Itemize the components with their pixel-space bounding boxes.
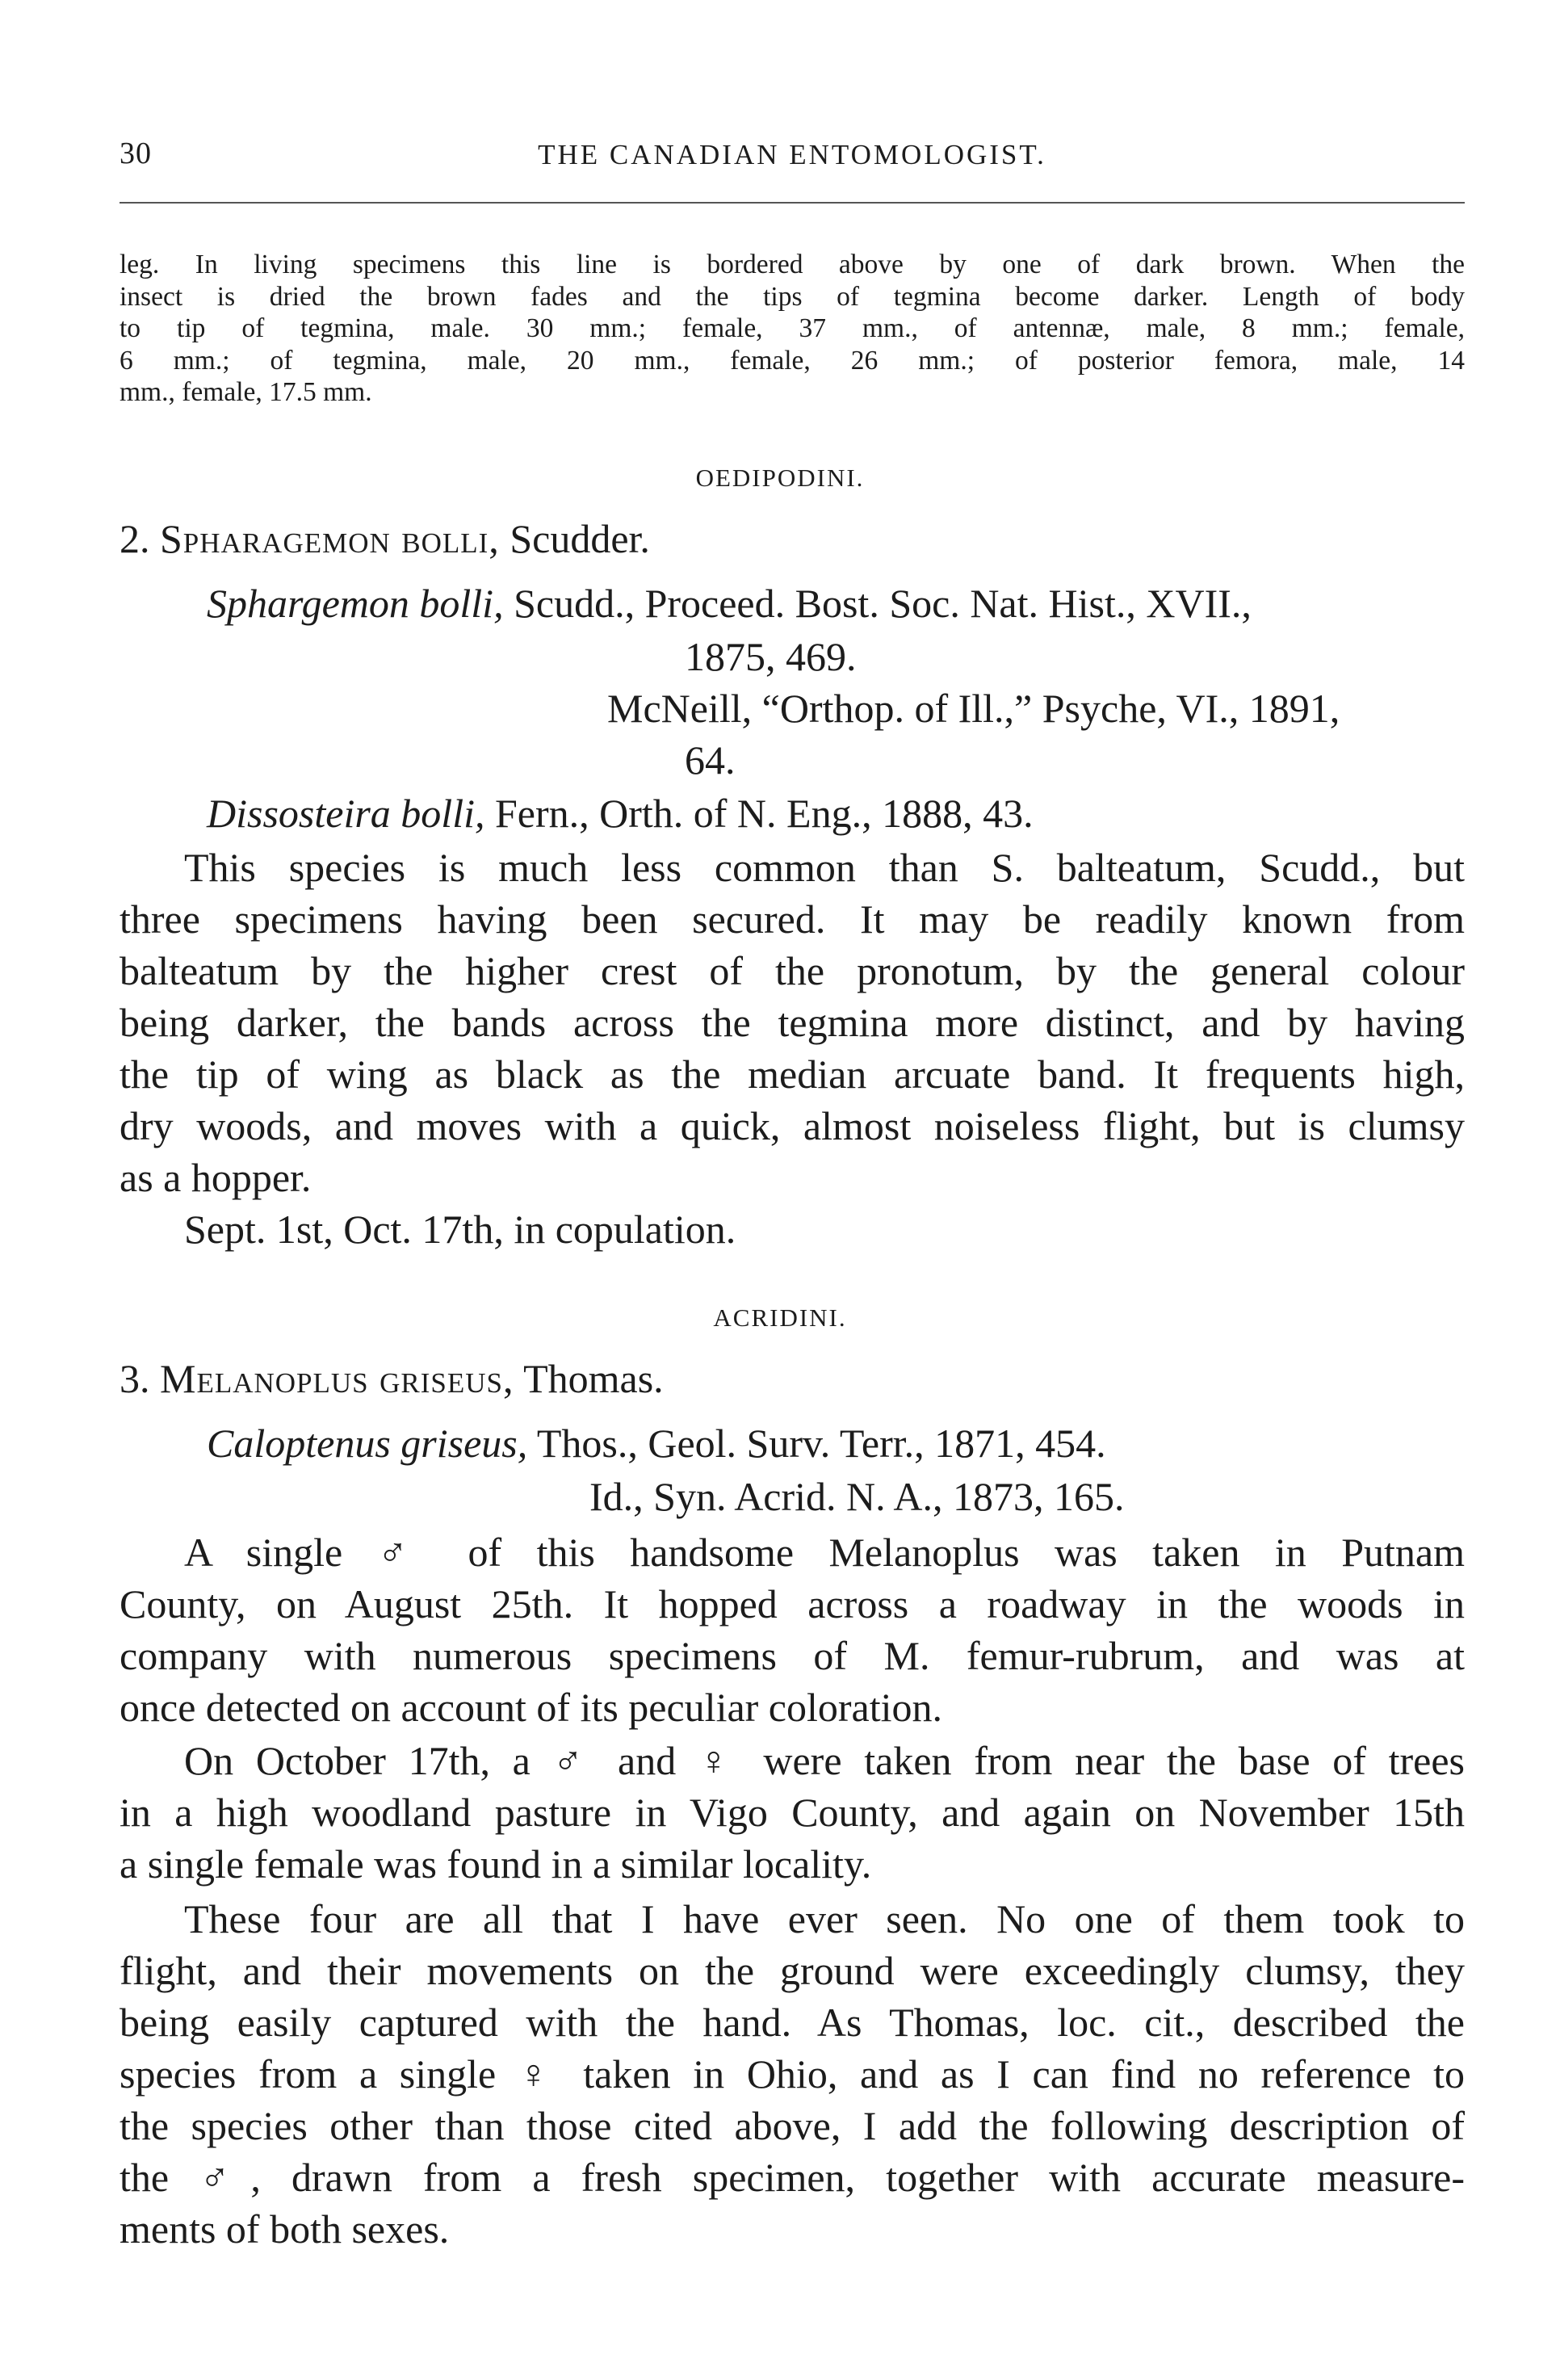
page-number: 30 bbox=[120, 136, 152, 170]
synonym-reference: Thos., Geol. Surv. Terr., 1871, 454. bbox=[527, 1421, 1106, 1466]
species-heading-melanoplus bbox=[120, 1355, 664, 1402]
text-line: the tip of wing as black as the median arcuate band. It frequents high, bbox=[120, 1051, 1465, 1097]
paragraph-melanoplus-3 bbox=[120, 1893, 1465, 2255]
page-header bbox=[120, 136, 1465, 178]
running-head: THE CANADIAN ENTOMOLOGIST. bbox=[538, 139, 1046, 170]
text-line: mm., female, 17.5 mm. bbox=[120, 377, 372, 407]
text-line: once detected on account of its peculiar coloration. bbox=[120, 1685, 943, 1730]
text-line: being easily captured with the hand. As Thomas, loc. cit., described the bbox=[120, 2000, 1465, 2045]
text-line: in a high woodland pasture in Vigo County, and again on November 15th bbox=[120, 1790, 1465, 1835]
text-line: a single female was found in a similar locality. bbox=[120, 1841, 872, 1887]
section-heading-oedipodini: OEDIPODINI. bbox=[695, 464, 865, 492]
species-author: Scudder. bbox=[499, 516, 650, 561]
text-line: three specimens having been secured. It may be readily known from bbox=[120, 896, 1465, 942]
text-line: These four are all that I have ever seen. No one of them took to bbox=[184, 1896, 1465, 1941]
synonymy-entry bbox=[685, 633, 857, 680]
synonym-reference: McNeill, “Orthop. of Ill.,” Psyche, VI., 1891, bbox=[607, 686, 1340, 731]
synonym-name: Sphargemon bolli, bbox=[207, 581, 504, 626]
text-line: as a hopper. bbox=[120, 1155, 312, 1200]
synonymy-entry bbox=[207, 790, 1034, 837]
text-line: On October 17th, a ♂ and ♀ were taken from near the base of trees bbox=[184, 1738, 1465, 1783]
text-line: being darker, the bands across the tegmina more distinct, and by having bbox=[120, 1000, 1465, 1045]
text-line: County, on August 25th. It hopped across a roadway in the woods in bbox=[120, 1581, 1465, 1627]
text-line: to tip of tegmina, male. 30 mm.; female, 37 mm., of antennæ, male, 8 mm.; female, bbox=[120, 313, 1465, 343]
text-line: company with numerous specimens of M. femur-rubrum, and was at bbox=[120, 1633, 1465, 1678]
synonym-reference: 1875, 469. bbox=[685, 634, 857, 679]
text-line: insect is dried the brown fades and the tips of tegmina become darker. Length of body bbox=[120, 281, 1465, 312]
text-line: dry woods, and moves with a quick, almost noiseless flight, but is clumsy bbox=[120, 1103, 1465, 1148]
text-line: species from a single ♀ taken in Ohio, and as I can find no reference to bbox=[120, 2051, 1465, 2097]
synonymy-entry bbox=[685, 737, 736, 783]
species-name: Spharagemon bolli, bbox=[160, 516, 500, 561]
text-line: ments of both sexes. bbox=[120, 2206, 450, 2252]
species-name: Melanoplus griseus, bbox=[160, 1356, 514, 1401]
synonym-reference: Id., Syn. Acrid. N. A., 1873, 165. bbox=[589, 1474, 1125, 1519]
text-line: the ♂, drawn from a fresh specimen, together with accurate measure- bbox=[120, 2155, 1465, 2200]
text-line: the species other than those cited above, I add the following description of bbox=[120, 2103, 1465, 2148]
header-rule bbox=[120, 202, 1465, 204]
paragraph-melanoplus-1 bbox=[120, 1526, 1465, 1733]
text-line: A single ♂ of this handsome Melanoplus was taken in Putnam bbox=[184, 1530, 1465, 1575]
paragraph-sphaaragemon bbox=[120, 842, 1465, 1255]
text-line: balteatum by the higher crest of the pronotum, by the general colour bbox=[120, 948, 1465, 993]
species-author: Thomas. bbox=[514, 1356, 664, 1401]
synonymy-entry bbox=[607, 685, 1340, 732]
synonym-reference: Scudd., Proceed. Bost. Soc. Nat. Hist., XVII., bbox=[503, 581, 1252, 626]
species-number: 2. bbox=[120, 516, 150, 561]
continued-paragraph bbox=[120, 249, 1465, 409]
text-line: flight, and their movements on the ground were exceedingly clumsy, they bbox=[120, 1948, 1465, 1993]
text-line: This species is much less common than S. balteatum, Scudd., but bbox=[184, 845, 1465, 890]
species-heading-sphaaragemon bbox=[120, 515, 650, 562]
synonymy-entry bbox=[589, 1473, 1125, 1520]
species-number: 3. bbox=[120, 1356, 150, 1401]
synonymy-entry bbox=[207, 1420, 1106, 1467]
dates-line: Sept. 1st, Oct. 17th, in copulation. bbox=[184, 1207, 736, 1252]
text-line: 6 mm.; of tegmina, male, 20 mm., female, 26 mm.; of posterior femora, male, 14 bbox=[120, 345, 1465, 376]
section-heading-acridini: ACRIDINI. bbox=[713, 1303, 847, 1332]
synonym-reference: Fern., Orth. of N. Eng., 1888, 43. bbox=[484, 791, 1034, 836]
synonym-reference: 64. bbox=[685, 737, 736, 783]
synonym-name: Caloptenus griseus, bbox=[207, 1421, 528, 1466]
synonymy-entry bbox=[207, 580, 1252, 627]
text-line: leg. In living specimens this line is bordered above by one of dark brown. When the bbox=[120, 250, 1465, 279]
synonym-name: Dissosteira bolli, bbox=[207, 791, 485, 836]
paragraph-melanoplus-2 bbox=[120, 1735, 1465, 1890]
